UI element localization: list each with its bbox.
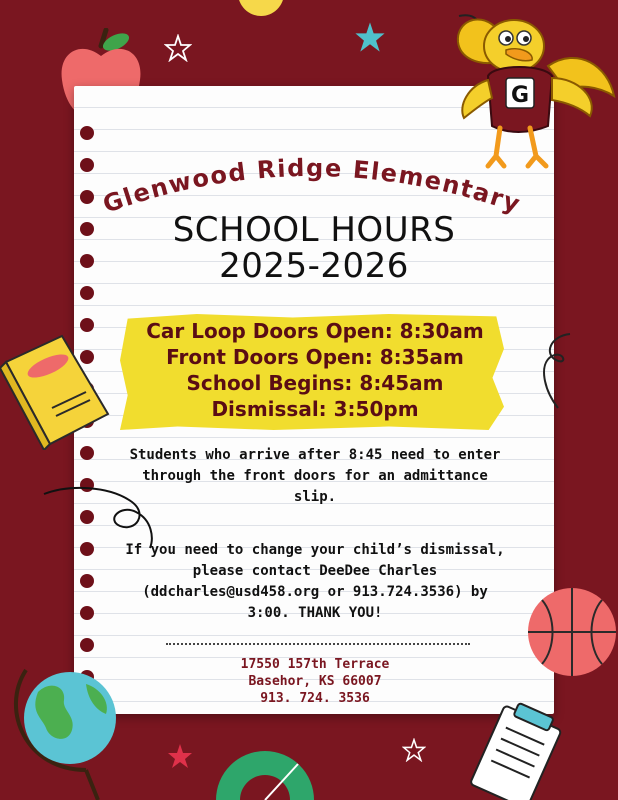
protractor-icon bbox=[210, 744, 320, 800]
clipboard-icon bbox=[460, 694, 572, 800]
outline-star-icon bbox=[164, 34, 192, 62]
hours-item-car-loop: Car Loop Doors Open: 8:30am bbox=[146, 319, 484, 343]
address-city: Basehor, KS 66007 bbox=[248, 674, 382, 689]
dismissal-change-note: If you need to change your child’s dismissal, please contact DeeDee Charles (ddcharles@usd458.org or 913.724.3536) by 3:00. THANK YOU! bbox=[125, 542, 505, 621]
basketball-icon bbox=[522, 582, 618, 682]
binder-hole bbox=[80, 286, 94, 300]
school-address bbox=[150, 656, 480, 707]
swirl-line-decoration bbox=[40, 482, 160, 552]
red-star-icon bbox=[166, 742, 194, 770]
hours-item-dismissal: Dismissal: 3:50pm bbox=[211, 397, 419, 421]
globe-icon bbox=[6, 640, 136, 800]
hours-item-school-begins: School Begins: 8:45am bbox=[186, 371, 444, 395]
eagle-mascot-icon bbox=[448, 6, 618, 176]
binder-hole bbox=[80, 606, 94, 620]
binder-hole bbox=[80, 574, 94, 588]
page-title bbox=[74, 212, 554, 284]
hours-item-front-doors: Front Doors Open: 8:35am bbox=[166, 345, 464, 369]
curl-line-decoration bbox=[530, 330, 580, 410]
title-line-hours: SCHOOL HOURS bbox=[172, 210, 456, 250]
title-line-year: 2025-2026 bbox=[219, 246, 409, 286]
sun-circle-decoration bbox=[238, 0, 284, 16]
late-arrival-note: Students who arrive after 8:45 need to enter through the front doors for an admittance slip. bbox=[129, 447, 501, 505]
mascot-letter: G bbox=[510, 83, 530, 108]
small-outline-star-icon bbox=[402, 738, 426, 762]
teal-star-icon bbox=[353, 20, 387, 54]
book-icon bbox=[0, 322, 112, 450]
address-street: 17550 157th Terrace bbox=[240, 657, 390, 672]
dotted-divider bbox=[166, 643, 470, 645]
hours-list bbox=[110, 318, 520, 422]
address-phone: 913. 724. 3536 bbox=[260, 691, 370, 706]
school-name: Glenwood Ridge Elementary bbox=[99, 153, 525, 219]
